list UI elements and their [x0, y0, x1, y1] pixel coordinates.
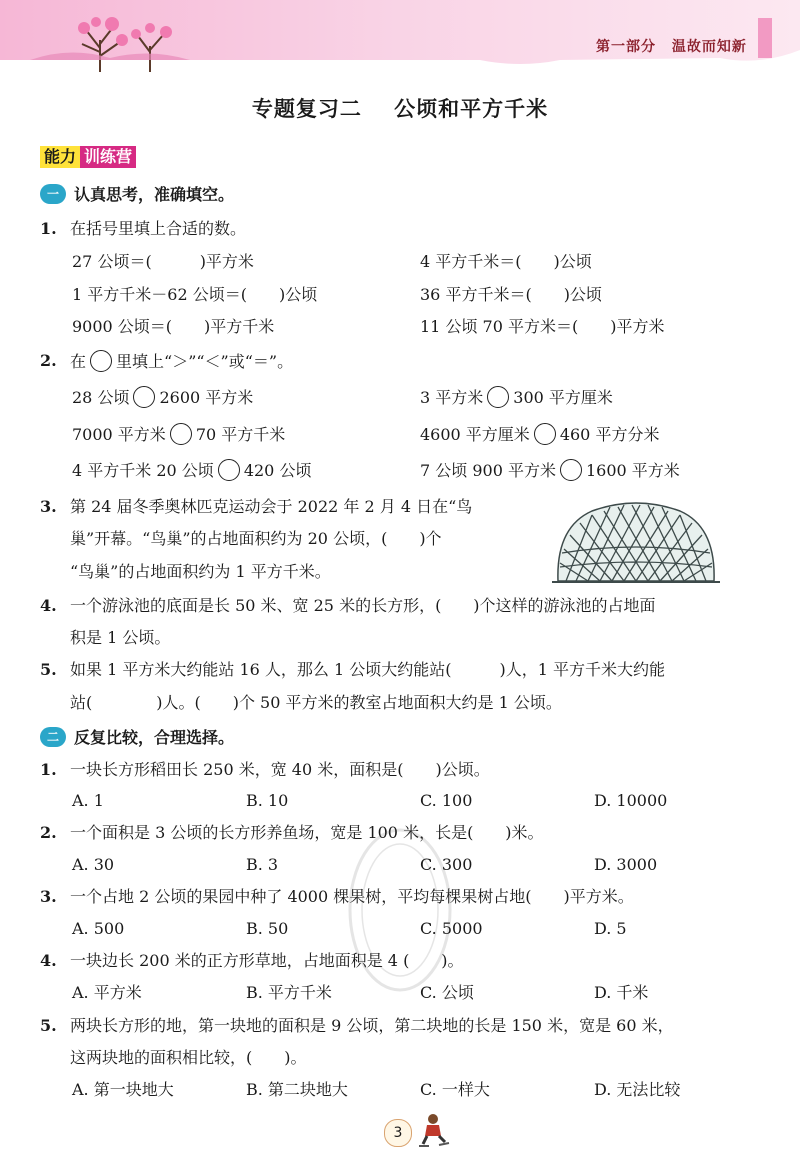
option[interactable]: C. 5000	[420, 919, 483, 938]
q1-item: 1 平方千米－62 公顷＝( )公顷	[72, 285, 318, 304]
compare-circle[interactable]	[218, 459, 240, 481]
q3-line: 第 24 届冬季奥林匹克运动会于 2022 年 2 月 4 日在“鸟	[70, 497, 473, 516]
option[interactable]: B. 第二块地大	[246, 1080, 348, 1099]
part1-label: 认真思考，准确填空。	[74, 185, 235, 204]
q2-number: 2.	[40, 351, 57, 370]
mc4-text: 一块边长 200 米的正方形草地，占地面积是 4 ( )。	[70, 951, 464, 970]
q5-number: 5.	[40, 660, 57, 679]
q2-item: 3 平方米 300 平方厘米	[420, 388, 613, 407]
mc1-number: 1.	[40, 760, 57, 779]
title-sub: 公顷和平方千米	[394, 97, 549, 121]
q2-item: 4 平方千米 20 公顷 420 公顷	[72, 461, 312, 480]
option[interactable]: D. 3000	[594, 855, 658, 874]
part1-heading	[40, 182, 234, 205]
option[interactable]: B. 平方千米	[246, 983, 332, 1002]
circle-icon	[90, 350, 112, 372]
birds-nest-stadium-image	[552, 497, 720, 585]
option[interactable]: B. 3	[246, 855, 279, 874]
q4-line: 一个游泳池的底面是长 50 米、宽 25 米的长方形，( )个这样的游泳池的占地面	[70, 596, 656, 615]
compare-circle[interactable]	[133, 386, 155, 408]
option[interactable]: D. 10000	[594, 791, 668, 810]
q1-item: 36 平方千米＝( )公顷	[420, 285, 602, 304]
option[interactable]: A. 1	[72, 791, 104, 810]
q1-item: 27 公顷＝( )平方米	[72, 252, 254, 271]
q2-item: 4600 平方厘米 460 平方分米	[420, 425, 660, 444]
q2-text-a: 在	[70, 352, 87, 371]
q1-item: 11 公顷 70 平方米＝( )平方米	[420, 317, 665, 336]
q5-line: 站( )人。( )个 50 平方米的教室占地面积大约是 1 公顷。	[70, 693, 562, 712]
q4-line: 积是 1 公顷。	[70, 628, 171, 647]
mc1-text: 一块长方形稻田长 250 米，宽 40 米，面积是( )公顷。	[70, 760, 490, 779]
q2-item: 7 公顷 900 平方米 1600 平方米	[420, 461, 680, 480]
option[interactable]: B. 10	[246, 791, 289, 810]
option[interactable]: C. 100	[420, 791, 473, 810]
part1-badge: 一	[40, 184, 66, 204]
compare-circle[interactable]	[170, 423, 192, 445]
mc5-text2: 这两块地的面积相比较，( )。	[70, 1048, 307, 1067]
mc5-text: 两块长方形的地，第一块地的面积是 9 公顷，第二块地的长是 150 米，宽是 60 米，	[70, 1016, 674, 1035]
option[interactable]: A. 30	[72, 855, 115, 874]
q1-number: 1.	[40, 219, 57, 238]
mc2-number: 2.	[40, 823, 57, 842]
option[interactable]: D. 无法比较	[594, 1080, 681, 1099]
q2-text	[70, 350, 293, 373]
option[interactable]: D. 千米	[594, 983, 649, 1002]
tag-training: 训练营	[80, 146, 136, 168]
option[interactable]: A. 第一块地大	[72, 1080, 174, 1099]
title-main: 专题复习二	[251, 97, 362, 121]
q4-number: 4.	[40, 596, 57, 615]
q3-number: 3.	[40, 497, 57, 516]
mc3-text: 一个占地 2 公顷的果园中种了 4000 棵果树，平均每棵果树占地( )平方米。	[70, 887, 634, 906]
q1-item: 4 平方千米＝( )公顷	[420, 252, 592, 271]
option[interactable]: C. 公顷	[420, 983, 474, 1002]
option[interactable]: B. 50	[246, 919, 289, 938]
option[interactable]: D. 5	[594, 919, 627, 938]
q2-text-b: 里填上“＞”“＜”或“＝”。	[116, 352, 294, 371]
page-title	[0, 93, 800, 123]
part2-badge: 二	[40, 727, 66, 747]
mc3-number: 3.	[40, 887, 57, 906]
q5-line: 如果 1 平方米大约能站 16 人，那么 1 公顷大约能站( )人，1 平方千米大约能	[70, 660, 665, 679]
q3-line: 巢”开幕。“鸟巢”的占地面积约为 20 公顷，( )个	[70, 529, 442, 548]
header-label	[596, 36, 757, 56]
compare-circle[interactable]	[487, 386, 509, 408]
part2-label: 反复比较，合理选择。	[74, 728, 235, 747]
tag-ability: 能力	[40, 146, 80, 168]
q3-line: “鸟巢”的占地面积约为 1 平方千米。	[70, 562, 331, 581]
compare-circle[interactable]	[560, 459, 582, 481]
option[interactable]: C. 一样大	[420, 1080, 490, 1099]
watermark-seal	[340, 820, 460, 1000]
skater-icon	[415, 1112, 451, 1148]
compare-circle[interactable]	[534, 423, 556, 445]
q2-item: 28 公顷 2600 平方米	[72, 388, 254, 407]
option[interactable]: A. 500	[72, 919, 125, 938]
q1-text: 在括号里填上合适的数。	[70, 219, 247, 238]
q2-item: 7000 平方米 70 平方千米	[72, 425, 286, 444]
mc2-text: 一个面积是 3 公顷的长方形养鱼场，宽是 100 米，长是( )米。	[70, 823, 544, 842]
q1-item: 9000 公顷＝( )平方千米	[72, 317, 275, 336]
page-number: 3	[384, 1119, 412, 1147]
header-part: 第一部分	[596, 39, 656, 55]
mc4-number: 4.	[40, 951, 57, 970]
section-tag	[40, 146, 136, 168]
header-section: 温故而知新	[671, 39, 747, 55]
part2-heading	[40, 725, 234, 748]
mc5-number: 5.	[40, 1016, 57, 1035]
option[interactable]: C. 300	[420, 855, 473, 874]
option[interactable]: A. 平方米	[72, 983, 142, 1002]
